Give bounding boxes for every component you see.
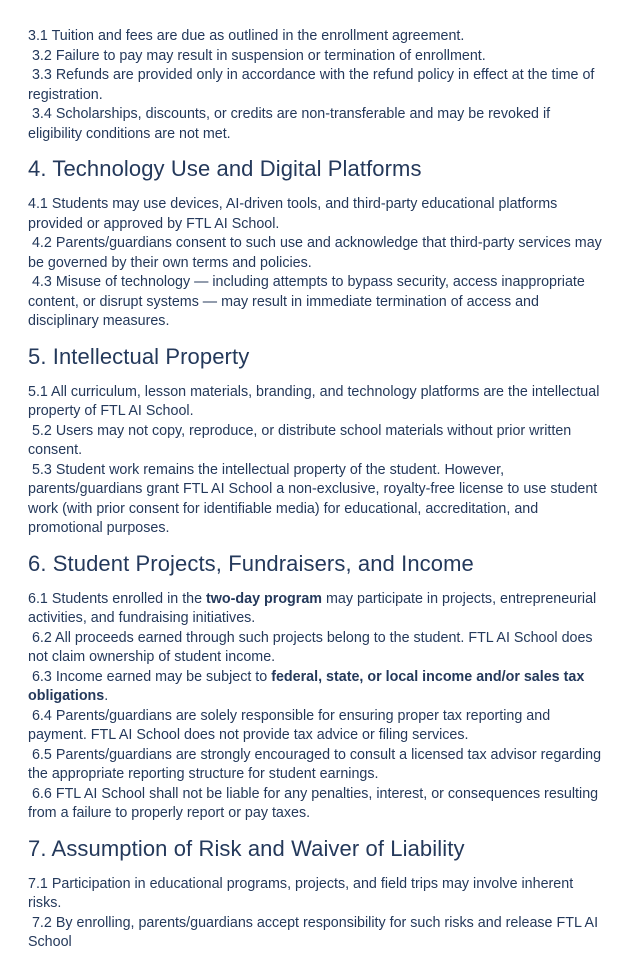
- section-paragraph: [28, 875, 605, 953]
- text-segment: federal, state, or local income and/or sales tax obligations: [28, 668, 589, 704]
- clause: [28, 785, 605, 824]
- clause: [28, 461, 605, 539]
- clause: [28, 629, 605, 668]
- text-segment: 5.3 Student work remains the intellectual property of the student. However, parents/guardians grant FTL AI School a non-exclusive, royalty-free license to use student work (with prior consent for identifiable media) for educational, accreditation, and promotional purposes.: [28, 461, 602, 536]
- clause: [28, 234, 605, 273]
- clause: [28, 27, 605, 47]
- text-segment: 3.2 Failure to pay may result in suspension or termination of enrollment.: [28, 47, 486, 64]
- text-segment: 3.4 Scholarships, discounts, or credits are non-transferable and may be revoked if eligibility conditions are not met.: [28, 106, 555, 142]
- text-segment: 4.1 Students may use devices, AI-driven tools, and third-party educational platforms provided or approved by FTL AI School.: [28, 196, 562, 232]
- section-paragraph: [28, 590, 605, 824]
- clause: [28, 914, 605, 953]
- clause: [28, 590, 605, 629]
- text-segment: 6.6 FTL AI School shall not be liable for any penalties, interest, or consequences resulting from a failure to properly report or pay taxes.: [28, 785, 603, 821]
- text-segment: 5.2 Users may not copy, reproduce, or distribute school materials without prior written consent.: [28, 422, 576, 458]
- document-section: [28, 156, 605, 332]
- text-segment: 3.1 Tuition and fees are due as outlined in the enrollment agreement.: [28, 28, 465, 44]
- clause: [28, 195, 605, 234]
- text-segment: 4.3 Misuse of technology — including attempts to bypass security, access inappropriate content, or disrupt systems — may result in immediate termination of access and disciplinary measures.: [28, 274, 589, 329]
- clause: [28, 383, 605, 422]
- text-segment: 5.1 All curriculum, lesson materials, branding, and technology platforms are the intellectual property of FTL AI School.: [28, 383, 604, 419]
- section-paragraph: [28, 27, 605, 144]
- clause: [28, 422, 605, 461]
- clause: [28, 875, 605, 914]
- clause: [28, 668, 605, 707]
- text-segment: 3.3 Refunds are provided only in accordance with the refund policy in effect at the time of registration.: [28, 67, 599, 103]
- text-segment: 6.5 Parents/guardians are strongly encouraged to consult a licensed tax advisor regarding the appropriate reporting structure for student earnings.: [28, 746, 606, 782]
- document-section: [28, 551, 605, 824]
- clause: [28, 746, 605, 785]
- text-segment: 6.2 All proceeds earned through such projects belong to the student. FTL AI School does not claim ownership of student income.: [28, 629, 597, 665]
- section-heading: 6. Student Projects, Fundraisers, and Income: [28, 550, 474, 576]
- clause: [28, 47, 605, 67]
- text-segment: 7.1 Participation in educational programs, projects, and field trips may involve inherent risks.: [28, 875, 578, 911]
- text-segment: two-day program: [206, 590, 323, 607]
- document-section: [28, 344, 605, 539]
- section-heading: 7. Assumption of Risk and Waiver of Liability: [28, 835, 465, 861]
- text-segment: 7.2 By enrolling, parents/guardians accept responsibility for such risks and release FTL AI School: [28, 914, 603, 950]
- text-segment: 4.2 Parents/guardians consent to such use and acknowledge that third-party services may be governed by their own terms and policies.: [28, 235, 606, 271]
- clause: [28, 105, 605, 144]
- document-section: [28, 836, 605, 953]
- section-heading: 4. Technology Use and Digital Platforms: [28, 156, 422, 181]
- section-paragraph: [28, 195, 605, 332]
- text-segment: may participate in projects, entrepreneurial activities, and fundraising initiatives.: [28, 590, 601, 626]
- text-segment: 6.1 Students enrolled in the: [28, 590, 207, 607]
- section-heading: 5. Intellectual Property: [28, 343, 250, 369]
- terms-document: [28, 27, 605, 953]
- clause: [28, 273, 605, 332]
- clause: [28, 707, 605, 746]
- text-segment: 6.3 Income earned may be subject to: [28, 668, 272, 685]
- text-segment: .: [104, 688, 109, 704]
- clause: [28, 66, 605, 105]
- document-section: [28, 27, 605, 144]
- text-segment: 6.4 Parents/guardians are solely responsible for ensuring proper tax reporting and payment. FTL AI School does not provide tax advice or filing services.: [28, 707, 555, 743]
- section-paragraph: [28, 383, 605, 539]
